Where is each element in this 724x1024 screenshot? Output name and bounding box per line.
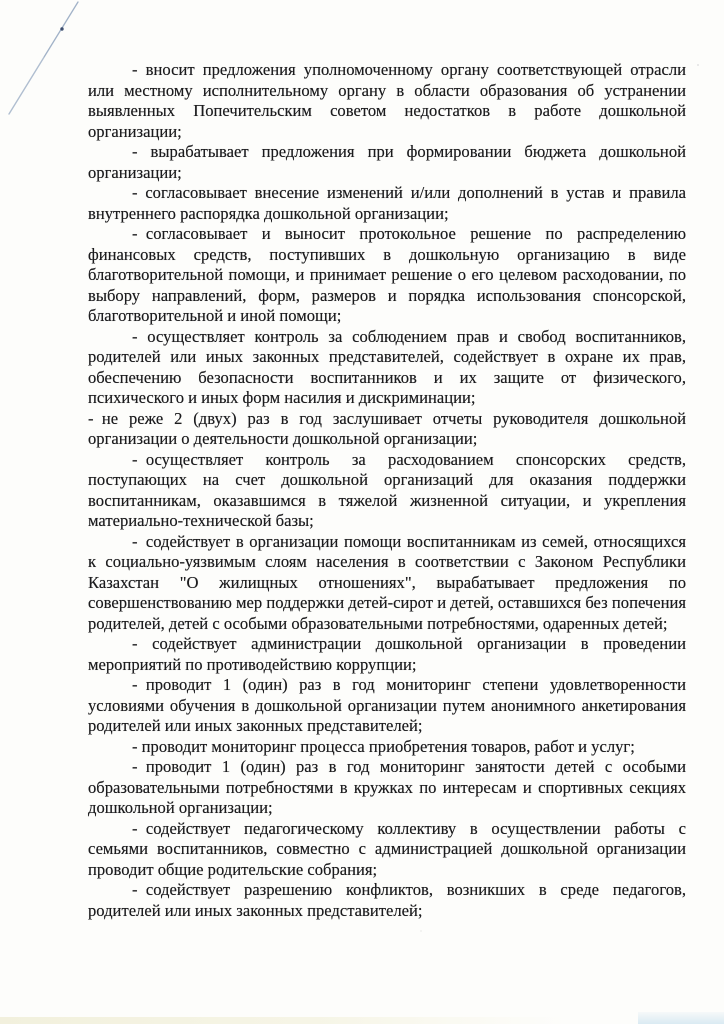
paragraph: - осуществляет контроль за соблюдением прав и свобод воспитанников, родителей или иных законных представителей, содействует в охране их прав, обеспечению безопасности воспитанников и их защите от физического, психического и иных форм насилия и дискриминации; [88,326,686,407]
paragraph: - содействует педагогическому коллективу в осуществлении работы с семьями воспитанников, совместно с администрацией дошкольной организации проводит общие родительские собрания; [88,818,686,879]
paragraph: - осуществляет контроль за расходованием спонсорских средств, поступающих на счет дошкольной организаций для оказания поддержки воспитанникам, оказавшимся в тяжелой жизненной ситуации, и укрепления материально-технической базы; [88,449,686,530]
paragraph: - содействует администрации дошкольной организации в проведении мероприятий по противодействию коррупции; [88,634,686,674]
scan-artifact-bottom-right-patch [638,1012,724,1024]
paragraph: - вносит предложения уполномоченному органу соответствующей отрасли или местному исполнительному органу в области образования об устранении выявленных Попечительским советом недостатков в работе дошкольной организации; [88,60,686,141]
paragraph: - содействует разрешению конфликтов, возникших в среде педагогов, родителей или иных законных представителей; [88,880,686,920]
paragraph: - проводит мониторинг процесса приобретения товаров, работ и услуг; [132,736,635,756]
paragraph: - содействует в организации помощи воспитанникам из семей, относящихся к социально-уязвимым слоям населения в соответствии с Законом Республики Казахстан "О жилищных отношениях", вырабатывает предложения по совершенствованию мер поддержки детей-сирот и детей, оставшихся без попечения родителей, детей с особыми образовательными потребностями, одаренных детей; [88,531,686,633]
scan-artifact-bottom-edge [0,1017,724,1024]
paragraph: - согласовывает внесение изменений и/или дополнений в устав и правила внутреннего распорядка дошкольной организации; [88,183,686,223]
paragraph: - не реже 2 (двух) раз в год заслушивает отчеты руководителя дошкольной организации о деятельности дошкольной организации; [88,408,686,448]
paragraph: - согласовывает и выносит протокольное решение по распределению финансовых средств, поступивших в дошкольную организацию в виде благотворительной помощи, и принимает решение о его целевом расходовании, по выбору направлений, форм, размеров и порядка использования спонсорской, благотворительной и иной помощи; [88,224,686,325]
paragraph: - вырабатывает предложения при формировании бюджета дошкольной организации; [88,142,686,182]
paragraph: - проводит 1 (один) раз в год мониторинг занятости детей с особыми образовательными потребностями в кружках по интересам и спортивных секциях дошкольной организации; [88,757,686,817]
document-text [88,60,686,921]
paragraph: - проводит 1 (один) раз в год мониторинг степени удовлетворенности условиями обучения в дошкольной организации путем анонимного анкетирования родителей или иных законных представителей; [88,675,686,735]
